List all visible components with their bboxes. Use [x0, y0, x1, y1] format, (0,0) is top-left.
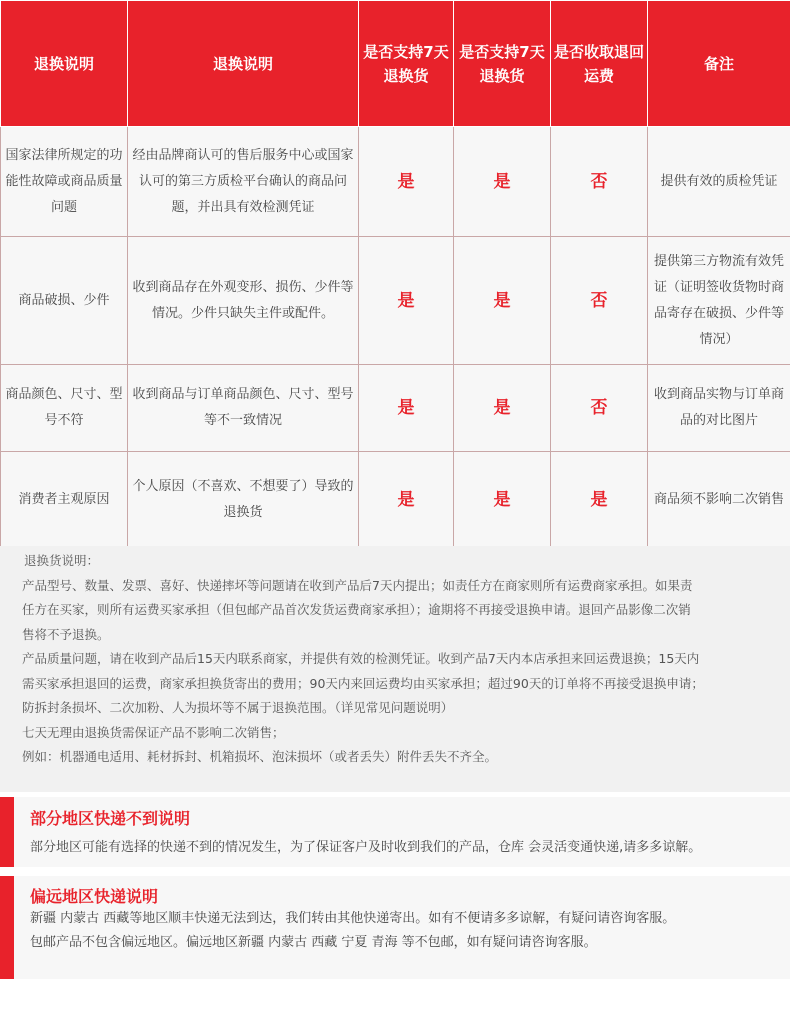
remote-area-title: 偏远地区快递说明 [30, 887, 159, 906]
row-shipping: 否 [551, 365, 648, 452]
notes-title: 退换货说明： [24, 553, 100, 568]
row-reason: 商品颜色、尺寸、型号不符 [1, 365, 128, 452]
remote-area-box [0, 876, 790, 979]
notes-line: 售将不予退换。 [22, 626, 110, 642]
header-return-shipping: 是否收取退回运费 [551, 1, 648, 127]
row-note: 商品须不影响二次销售 [648, 452, 790, 548]
row-shipping: 否 [551, 127, 648, 237]
row-description: 个人原因（不喜欢、不想要了）导致的退换货 [128, 452, 359, 548]
row-note: 提供第三方物流有效凭证（证明签收货物时商品寄存在破损、少件等情况） [648, 237, 790, 365]
delivery-unavailable-box [0, 797, 790, 867]
notes-line: 需买家承担退回的运费，商家承担换货寄出的费用；90天内来回运费均由买家承担；超过90天的订单将不再接受退换申请； [22, 675, 704, 691]
notes-line: 例如：机器通电适用、耗材拆封、机箱损坏、泡沫损坏（或者丢失）附件丢失不齐全。 [22, 749, 498, 764]
row-7day-b: 是 [454, 127, 551, 237]
header-7day-return-a: 是否支持7天退换货 [359, 1, 454, 127]
row-7day-a: 是 [359, 127, 454, 237]
notes-line: 产品质量问题，请在收到产品后15天内联系商家，并提供有效的检测凭证。收到产品7天内本店承担来回运费退换；15天内 [22, 651, 700, 666]
row-description: 收到商品存在外观变形、损伤、少件等情况。少件只缺失主件或配件。 [128, 237, 359, 365]
table-header-row [1, 1, 790, 127]
row-reason: 商品破损、少件 [1, 237, 128, 365]
header-return-reason: 退换说明 [1, 1, 128, 127]
header-remarks: 备注 [648, 1, 790, 127]
remote-area-line: 新疆 内蒙古 西藏等地区顺丰快递无法到达，我们转由其他快递寄出。如有不便请多多谅解，有疑问请咨询客服。 [30, 911, 676, 926]
row-7day-b: 是 [454, 365, 551, 452]
remote-area-line: 包邮产品不包含偏远地区。偏远地区新疆 内蒙古 西藏 宁夏 青海 等不包邮，如有疑问请咨询客服。 [30, 935, 597, 950]
row-description: 经由品牌商认可的售后服务中心或国家认可的第三方质检平台确认的商品问题，并出具有效检测凭证 [128, 127, 359, 237]
notes-line: 防拆封条损坏、二次加粉、人为损坏等不属于退换范围。（详见常见问题说明） [22, 700, 454, 715]
notes-line: 七天无理由退换货需保证产品不影响二次销售； [22, 724, 285, 740]
row-note: 收到商品实物与订单商品的对比图片 [648, 365, 790, 452]
row-7day-b: 是 [454, 452, 551, 548]
row-description: 收到商品与订单商品颜色、尺寸、型号等不一致情况 [128, 365, 359, 452]
row-7day-a: 是 [359, 237, 454, 365]
row-shipping: 否 [551, 237, 648, 365]
row-7day-b: 是 [454, 237, 551, 365]
row-shipping: 是 [551, 452, 648, 548]
row-7day-a: 是 [359, 365, 454, 452]
row-reason: 消费者主观原因 [1, 452, 128, 548]
header-return-description: 退换说明 [128, 1, 359, 127]
table-row [1, 237, 790, 365]
notes-line: 任方在买家，则所有运费买家承担（但包邮产品首次发货运费商家承担）；逾期将不再接受退换申请。退回产品影像二次销 [22, 602, 691, 617]
delivery-unavailable-title: 部分地区快递不到说明 [30, 809, 191, 828]
row-note: 提供有效的质检凭证 [648, 127, 790, 237]
table-row [1, 452, 790, 548]
row-reason: 国家法律所规定的功能性故障或商品质量问题 [1, 127, 128, 237]
notes-line: 产品型号、数量、发票、喜好、快递摔坏等问题请在收到产品后7天内提出；如责任方在商家则所有运费商家承担。如果责 [22, 577, 693, 593]
row-7day-a: 是 [359, 452, 454, 548]
return-notes [0, 546, 790, 792]
header-7day-return-b: 是否支持7天退换货 [454, 1, 551, 127]
delivery-unavailable-text: 部分地区可能有选择的快递不到的情况发生，为了保证客户及时收到我们的产品，仓库 会灵活变通快递,请多多谅解。 [30, 840, 702, 855]
table-row [1, 127, 790, 237]
table-row [1, 365, 790, 452]
